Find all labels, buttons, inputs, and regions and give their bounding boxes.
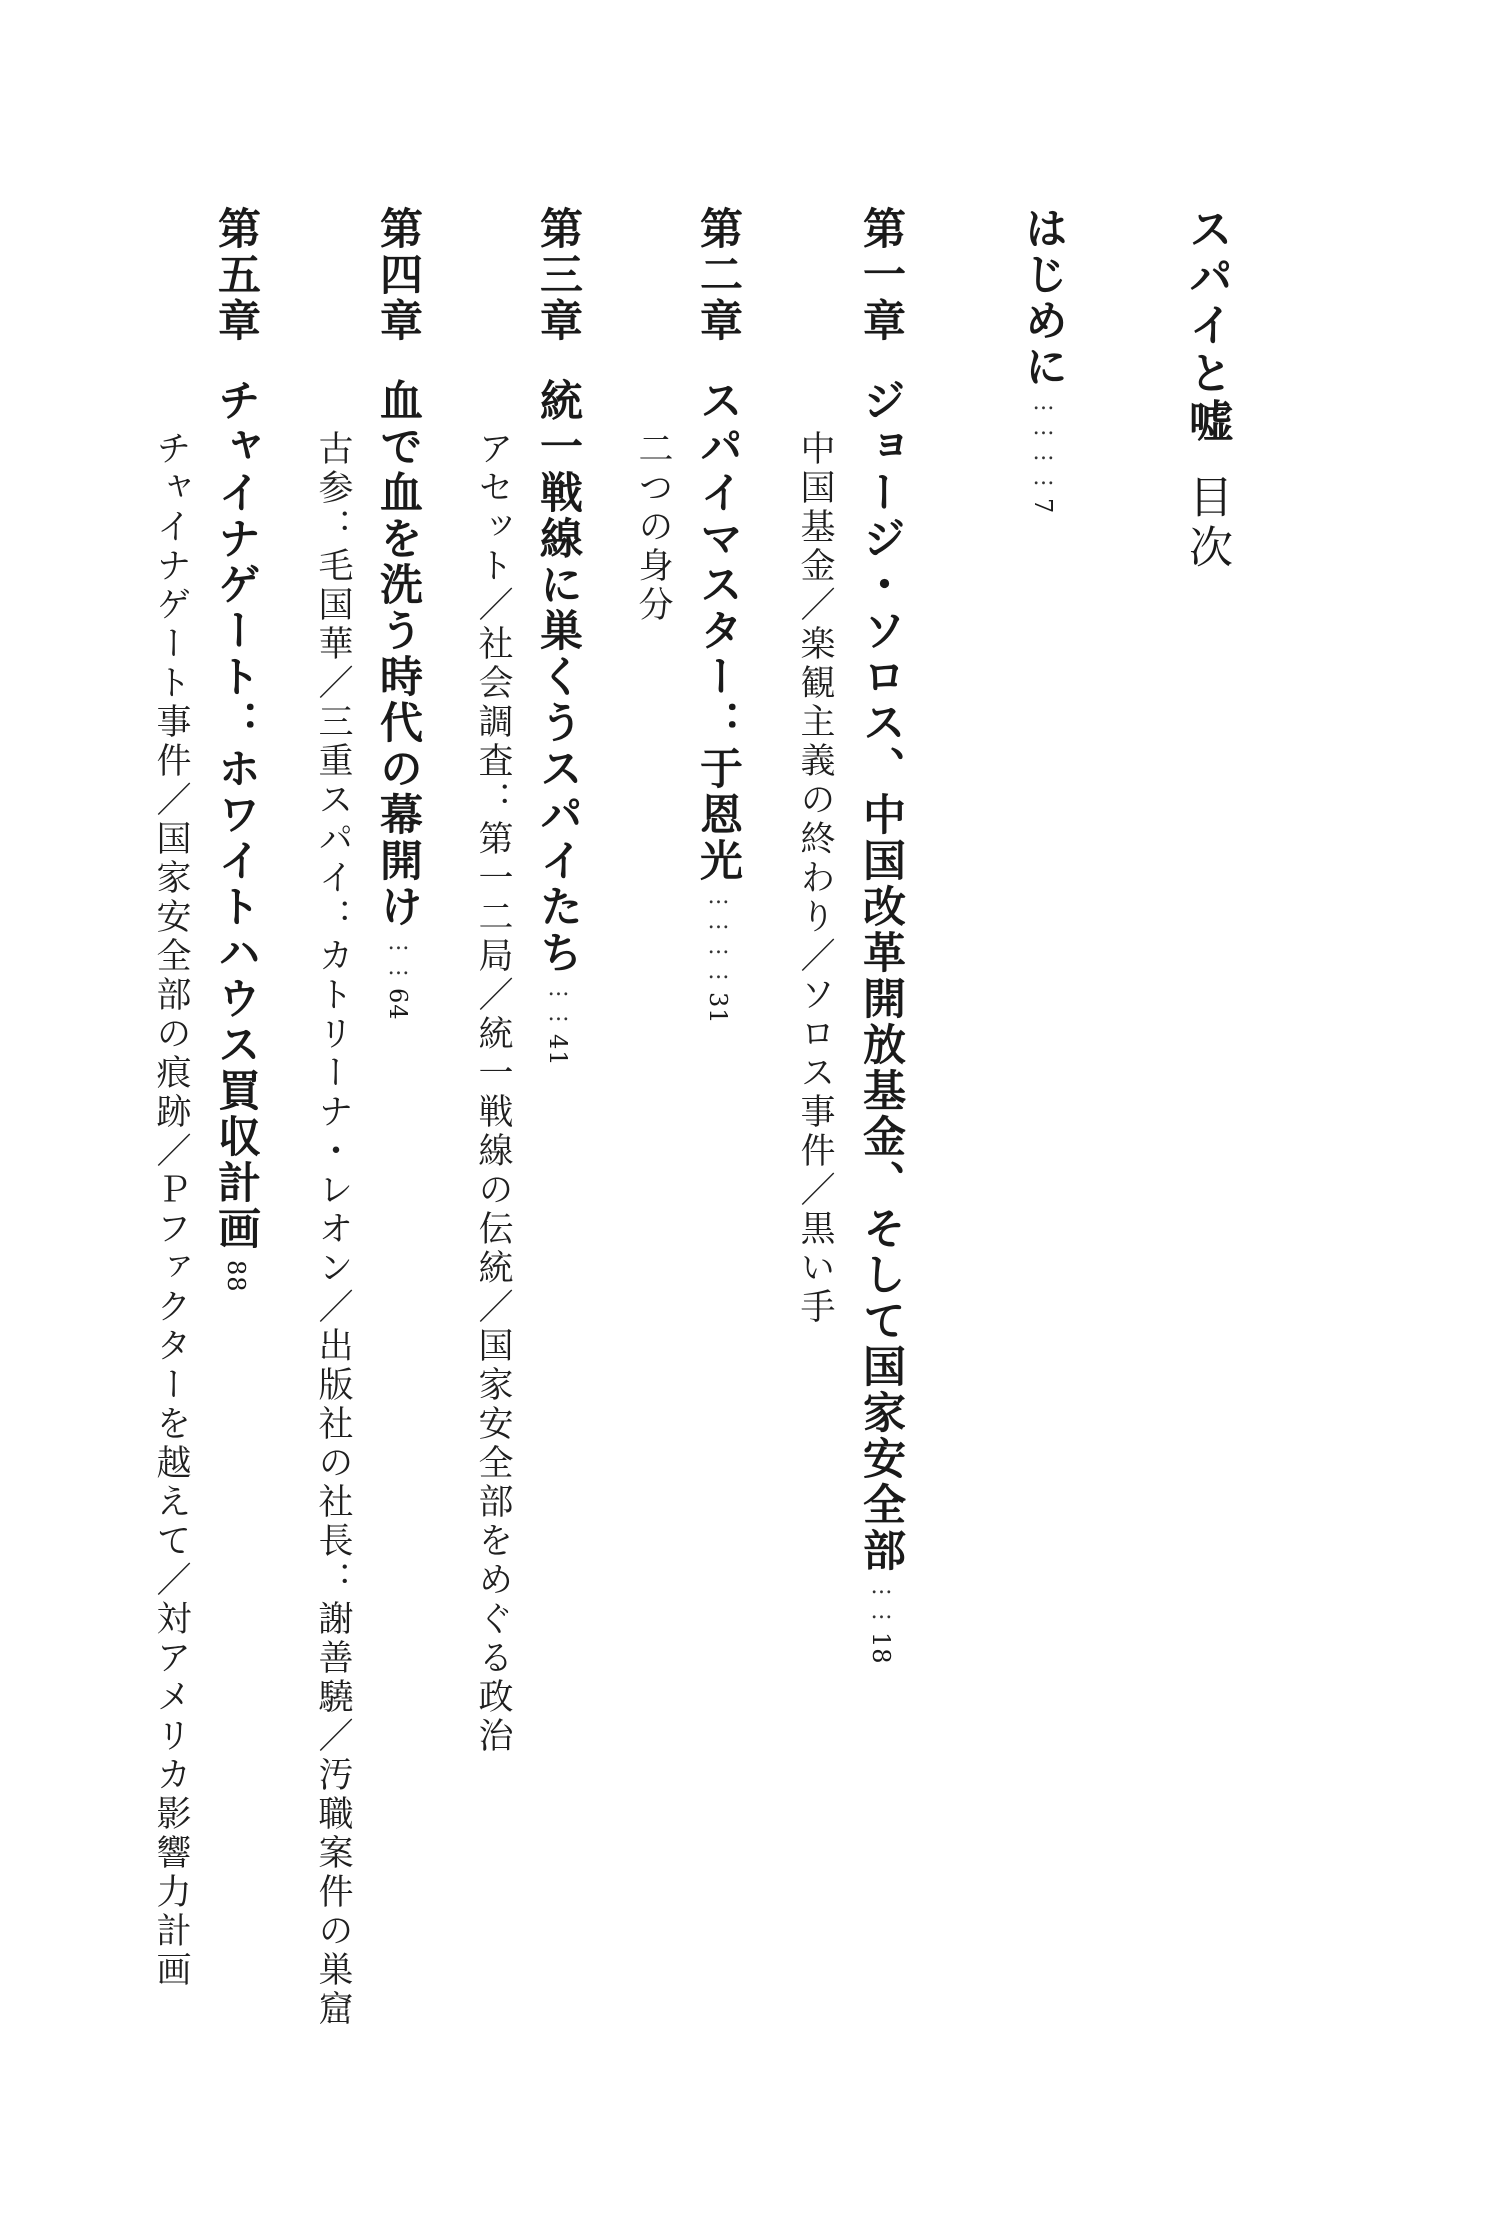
toc-entry-chapter-1[interactable] bbox=[856, 206, 906, 1665]
book-title: スパイと嘘 bbox=[1181, 206, 1232, 446]
chapter-title: スパイマスター：于恩光 bbox=[693, 378, 743, 884]
chapter-title: チャイナゲート：ホワイトハウス買収計画 bbox=[211, 378, 261, 1252]
chapter-2-subtopics: 二つの身分 bbox=[633, 430, 673, 625]
chapter-label: 第三章 bbox=[533, 206, 583, 344]
chapter-3-subtopics: アセット／社会調査：第一二局／統一戦線の伝統／国家安全部をめぐる政治 bbox=[473, 430, 513, 1756]
chapter-label: 第五章 bbox=[211, 206, 261, 344]
chapter-1-subtopics: 中国基金／楽観主義の終わり／ソロス事件／黒い手 bbox=[795, 430, 835, 1327]
chapter-title: はじめに bbox=[1018, 206, 1068, 390]
toc-entry-chapter-3[interactable] bbox=[533, 206, 583, 1067]
book-title-line bbox=[1181, 206, 1232, 574]
dot-leader: …… bbox=[546, 976, 571, 1026]
toc-entry-chapter-2[interactable] bbox=[693, 206, 743, 1025]
dot-leader: ………… bbox=[706, 884, 731, 984]
chapter-5-subtopics: チャイナゲート事件／国家安全部の痕跡／Ｐファクターを越えて／対アメリカ影響力計画 bbox=[151, 430, 191, 1990]
page-number: 18 bbox=[867, 1632, 895, 1665]
chapter-label: 第二章 bbox=[693, 206, 743, 344]
page-number: 7 bbox=[1029, 498, 1057, 515]
toc-entry-introduction[interactable] bbox=[1018, 206, 1068, 515]
page-number: 31 bbox=[704, 992, 732, 1025]
chapter-label: 第四章 bbox=[373, 206, 423, 344]
dot-leader: …… bbox=[386, 930, 411, 980]
chapter-title: 血で血を洗う時代の幕開け bbox=[373, 378, 423, 930]
page-number: 88 bbox=[222, 1260, 250, 1293]
chapter-title: 統一戦線に巣くうスパイたち bbox=[533, 378, 583, 976]
page-number: 41 bbox=[544, 1034, 572, 1067]
toc-label: 目次 bbox=[1181, 474, 1232, 574]
chapter-label: 第一章 bbox=[856, 206, 906, 344]
toc-entry-chapter-5[interactable] bbox=[211, 206, 261, 1293]
chapter-title: ジョージ・ソロス、中国改革開放基金、そして国家安全部 bbox=[856, 378, 906, 1574]
page-number: 64 bbox=[384, 988, 412, 1021]
toc-entry-chapter-4[interactable] bbox=[373, 206, 423, 1021]
dot-leader: ………… bbox=[1031, 390, 1056, 490]
chapter-4-subtopics: 古参：毛国華／三重スパイ：カトリーナ・レオン／出版社の社長：謝善驍／汚職案件の巣窟 bbox=[313, 430, 353, 2029]
dot-leader: …… bbox=[869, 1574, 894, 1624]
